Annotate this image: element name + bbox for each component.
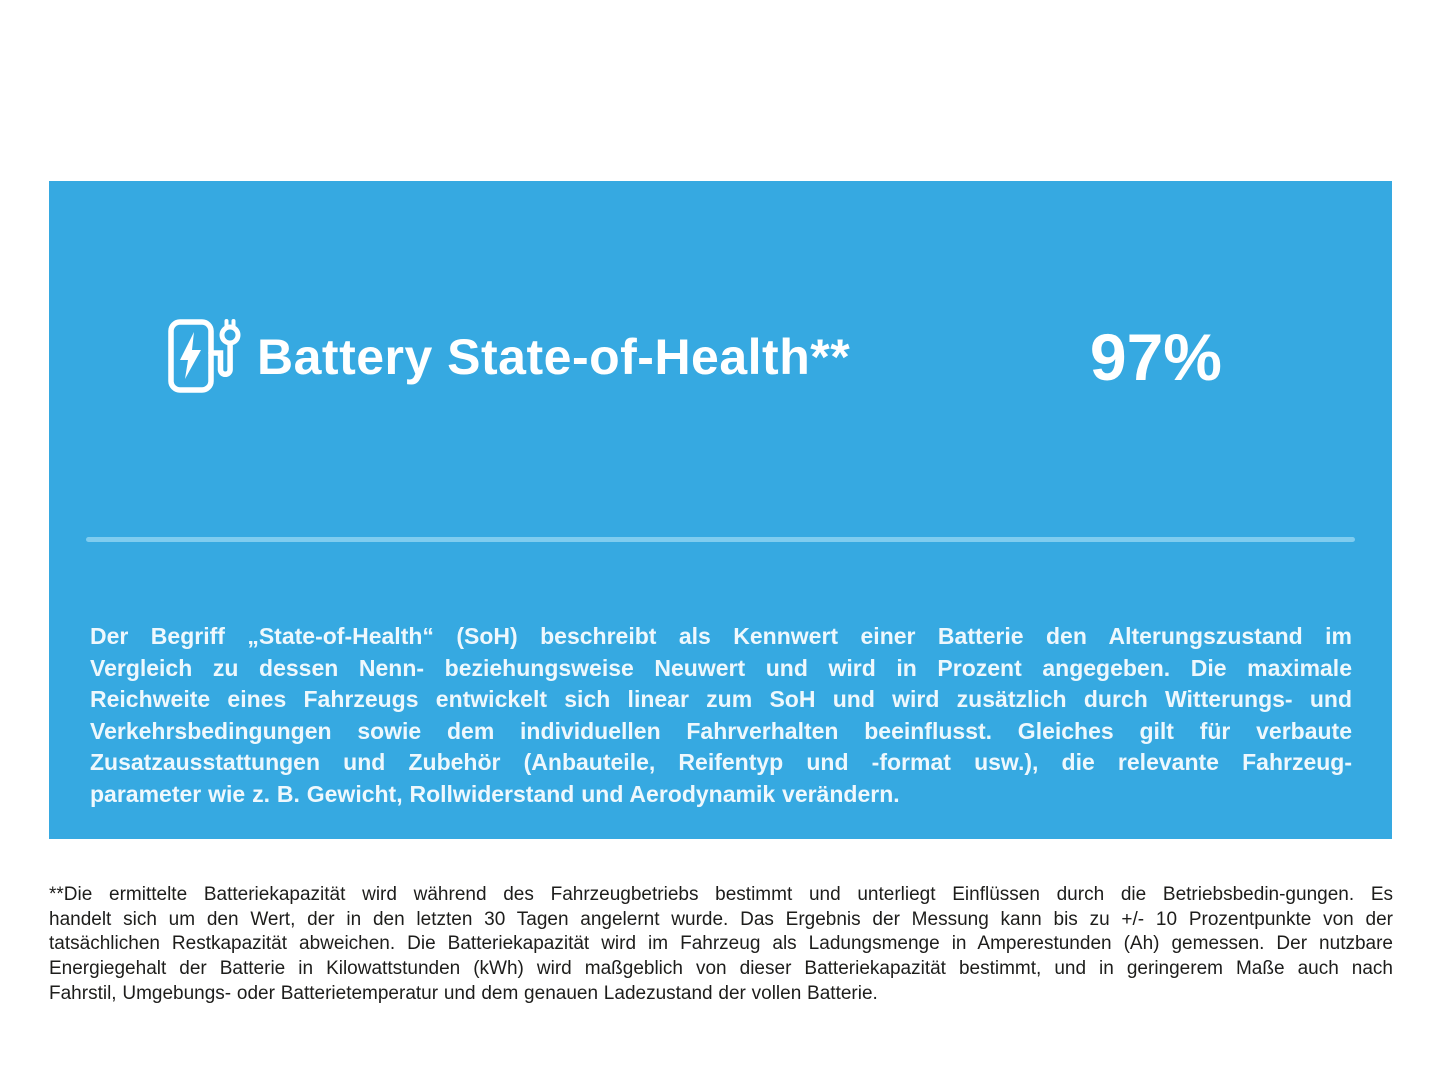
description-line: parameter wie z. B. Gewicht, Rollwiderstand und Aerodynamik verändern.	[90, 780, 900, 807]
footnote-line: Energiegehalt der Batterie in Kilowattstunden (kWh) wird maßgeblich von dieser Batteriekapazität bestimmt, und in geringerem Maße auch nach	[49, 958, 1393, 980]
soh-description	[90, 621, 1352, 811]
soh-value: 97%	[1089, 320, 1222, 394]
description-line: Reichweite eines Fahrzeugs entwickelt sich linear zum SoH und wird zusätzlich durch Witterungs- und	[90, 686, 1352, 713]
footnote-line: handelt sich um den Wert, der in den letzten 30 Tagen angelernt wurde. Das Ergebnis der Messung kann bis zu +/- 10 Prozentpunkte von der	[49, 908, 1393, 930]
footnote-line: **Die ermittelte Batteriekapazität wird während des Fahrzeugbetriebs bestimmt und unterliegt Einflüssen durch die Betriebsbedin-gungen. Es	[49, 884, 1393, 905]
description-line: Der Begriff „State-of-Health“ (SoH) beschreibt als Kennwert einer Batterie den Alterungszustand im	[90, 623, 1352, 649]
footnote	[49, 883, 1393, 1007]
description-line: Verkehrsbedingungen sowie dem individuellen Fahrverhalten beeinflusst. Gleiches gilt für verbaute	[90, 717, 1352, 744]
card-header	[163, 309, 1222, 405]
ev-charging-station-icon	[163, 313, 247, 401]
divider	[86, 537, 1355, 542]
battery-soh-card	[49, 181, 1392, 839]
footnote-line: Fahrstil, Umgebungs- oder Batterietemperatur und dem genauen Ladezustand der vollen Batterie.	[49, 982, 878, 1004]
footnote-line: tatsächlichen Restkapazität abweichen. Die Batteriekapazität wird im Fahrzeug als Ladungsmenge in Amperestunden (Ah) gemessen. Der nutzbare	[49, 933, 1393, 955]
card-title: Battery State-of-Health**	[257, 329, 851, 385]
description-line: Zusatzausstattungen und Zubehör (Anbauteile, Reifentyp und -format usw.), die relevante Fahrzeug-	[90, 749, 1352, 776]
description-line: Vergleich zu dessen Nenn- beziehungsweise Neuwert und wird in Prozent angegeben. Die maximale	[90, 654, 1352, 681]
